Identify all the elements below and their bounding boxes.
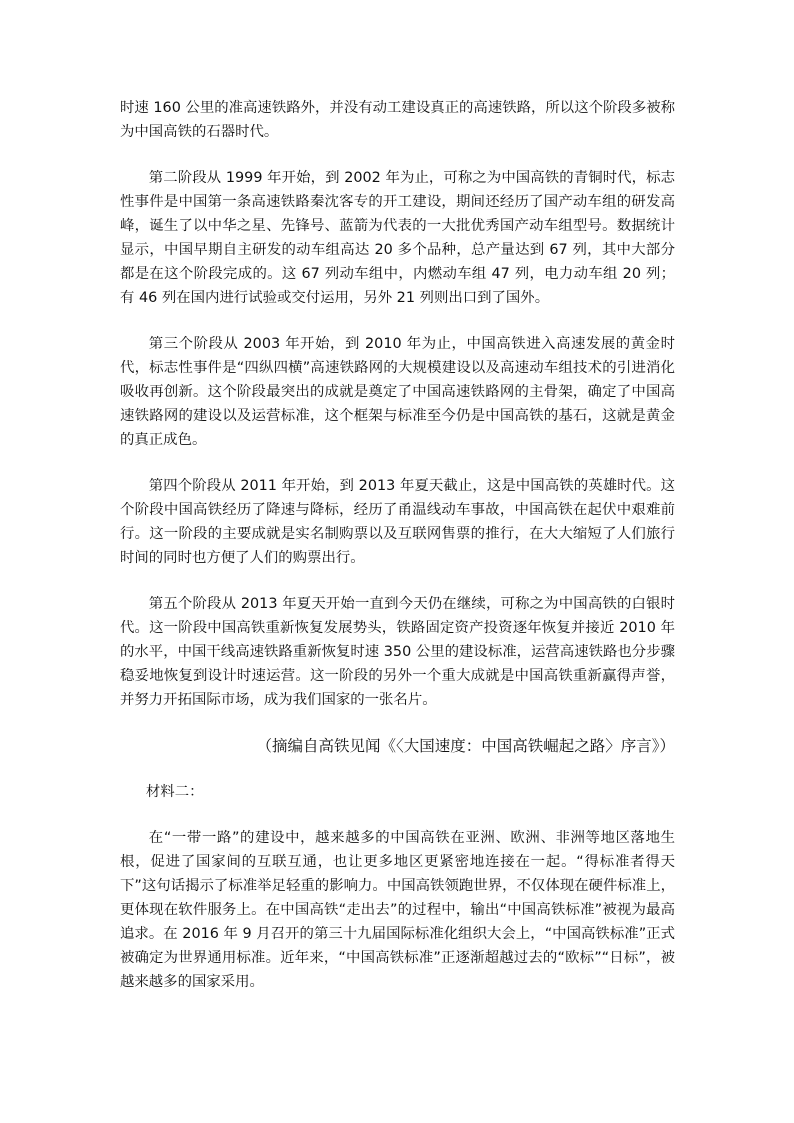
paragraph-heroic-age: 第四个阶段从 2011 年开始，到 2013 年夏天截止，这是中国高铁的英雄时代。这个阶段中国高铁经历了降速与降标，经历了甬温线动车事故，中国高铁在起伏中艰难前行。这一阶段的主要成就是实名制购票以及互联网售票的推行，在大大缩短了人们旅行时间的同时也方便了人们的购票出行。	[120, 478, 675, 566]
paragraph-material-two: 在“一带一路”的建设中，越来越多的中国高铁在亚洲、欧洲、非洲等地区落地生根，促进了国家间的互联互通，也让更多地区更紧密地连接在一起。“得标准者得天下”这句话揭示了标准举足轻重的影响力。中国高铁领跑世界，不仅体现在硬件标准上，更体现在软件服务上。在中国高铁“走出去”的过程中，输出“中国高铁标准”被视为最高追求。在 2016 年 9 月召开的第三十九届国际标准化组织大会上，“中国高铁标准”正式被确定为世界通用标准。近年来，“中国高铁标准”正逐渐超越过去的“欧标”“日标”，被越来越多的国家采用。	[120, 830, 675, 990]
document-page	[120, 96, 675, 994]
paragraph-golden-age: 第三个阶段从 2003 年开始，到 2010 年为止，中国高铁进入高速发展的黄金时代，标志性事件是“四纵四横”高速铁路网的大规模建设以及高速动车组技术的引进消化吸收再创新。这个阶段最突出的成就是奠定了中国高速铁路网的主骨架，确定了中国高速铁路网的建设以及运营标准，这个框架与标准至今仍是中国高铁的基石，这就是黄金的真正成色。	[120, 336, 675, 448]
material-two-label: 材料二：	[145, 784, 204, 800]
paragraph-stone-age: 时速 160 公里的准高速铁路外，并没有动工建设真正的高速铁路，所以这个阶段多被称为中国高铁的石器时代。	[120, 100, 675, 140]
source-citation: （摘编自高铁见闻《〈大国速度：中国高铁崛起之路〉序言》）	[256, 737, 675, 755]
paragraph-bronze-age: 第二阶段从 1999 年开始，到 2002 年为止，可称之为中国高铁的青铜时代，标志性事件是中国第一条高速铁路秦沈客专的开工建设，期间还经历了国产动车组的研发高峰，诞生了以中华之星、先锋号、蓝箭为代表的一大批优秀国产动车组型号。数据统计显示，中国早期自主研发的动车组高达 20 多个品种，总产量达到 67 列，其中大部分都是在这个阶段完成的。这 67 列动车组中，内燃动车组 47 列，电力动车组 20 列；有 46 列在国内进行试验或交付运用，另外 21 列则出口到了国外。	[120, 170, 675, 306]
paragraph-silver-age: 第五个阶段从 2013 年夏天开始一直到今天仍在继续，可称之为中国高铁的白银时代。这一阶段中国高铁重新恢复发展势头，铁路固定资产投资逐年恢复并接近 2010 年的水平，中国干线高速铁路重新恢复时速 350 公里的建设标准，运营高速铁路也分步骤稳妥地恢复到设计时速运营。这一阶段的另外一个重大成就是中国高铁重新赢得声誉，并努力开拓国际市场，成为我们国家的一张名片。	[120, 596, 675, 708]
